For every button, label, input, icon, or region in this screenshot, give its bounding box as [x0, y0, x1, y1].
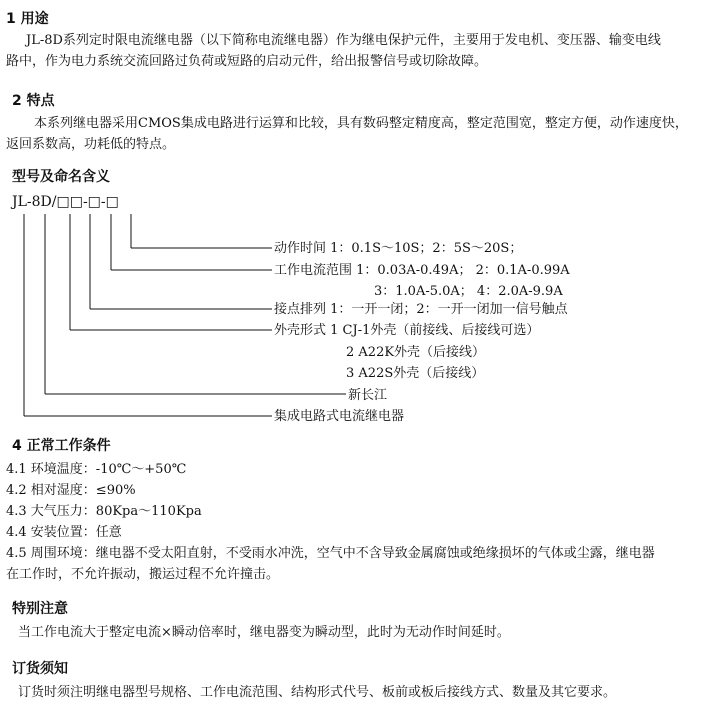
- section-1-heading: 1 用途: [6, 11, 49, 27]
- label-housing-2: 2 A22K外壳（后接线）: [346, 345, 486, 360]
- label-action-time: 动作时间 1：0.1S～10S；2：5S～20S；: [274, 241, 523, 256]
- model-code: JL-8D/□□-□-□: [12, 194, 119, 210]
- condition-item-2: 4.2 相对湿度：≤90%: [6, 483, 136, 498]
- label-housing-3: 3 A22S外壳（后接线）: [346, 366, 485, 381]
- section-1-line-1: JL-8D系列定时限电流继电器（以下简称电流继电器）作为继电保护元件，主要用于发电机、变压器、输变电线: [26, 33, 661, 48]
- label-brand: 新长江: [348, 388, 388, 403]
- section-2-line-2: 返回系数高，功耗低的特点。: [6, 137, 176, 152]
- condition-item-5-cont: 在工作时，不允许振动，搬运过程不允许撞击。: [6, 567, 280, 582]
- special-heading: 特别注意: [12, 601, 68, 617]
- section-2-heading: 2 特点: [12, 93, 55, 109]
- model-heading: 型号及命名含义: [12, 169, 110, 185]
- condition-item-3: 4.3 大气压力：80Kpa～110Kpa: [6, 504, 202, 519]
- label-current-range-cont: 3：1.0A-5.0A； 4：2.0A-9.9A: [374, 284, 563, 299]
- special-text: 当工作电流大于整定电流×瞬动倍率时，继电器变为瞬动型，此时为无动作时间延时。: [18, 625, 510, 640]
- section-2-line-1: 本系列继电器采用CMOS集成电路进行运算和比较，具有数码整定精度高，整定范围宽，整定方便，动作速度快，: [34, 116, 688, 131]
- section-4-heading: 4 正常工作条件: [12, 438, 111, 454]
- label-relay-type: 集成电路式电流继电器: [274, 409, 405, 424]
- condition-item-4: 4.4 安装位置：任意: [6, 525, 122, 540]
- label-contact-arrangement: 接点排列 1：一开一闭；2：一开一闭加一信号触点: [274, 302, 568, 317]
- section-1-line-2: 路中，作为电力系统交流回路过负荷或短路的启动元件，给出报警信号或切除故障。: [6, 54, 488, 69]
- order-heading: 订货须知: [12, 661, 68, 677]
- condition-item-1: 4.1 环境温度：-10℃～+50℃: [6, 462, 187, 477]
- order-text: 订货时须注明继电器型号规格、工作电流范围、结构形式代号、板前或板后接线方式、数量及其它要求。: [18, 685, 617, 700]
- label-housing-form: 外壳形式 1 CJ-1外壳（前接线、后接线可选）: [274, 323, 540, 338]
- condition-item-5: 4.5 周围环境：继电器不受太阳直射，不受雨水冲洗，空气中不含导致金属腐蚀或绝缘损坏的气体或尘露，继电器: [6, 546, 655, 561]
- label-current-range: 工作电流范围 1：0.03A-0.49A； 2：0.1A-0.99A: [274, 263, 570, 278]
